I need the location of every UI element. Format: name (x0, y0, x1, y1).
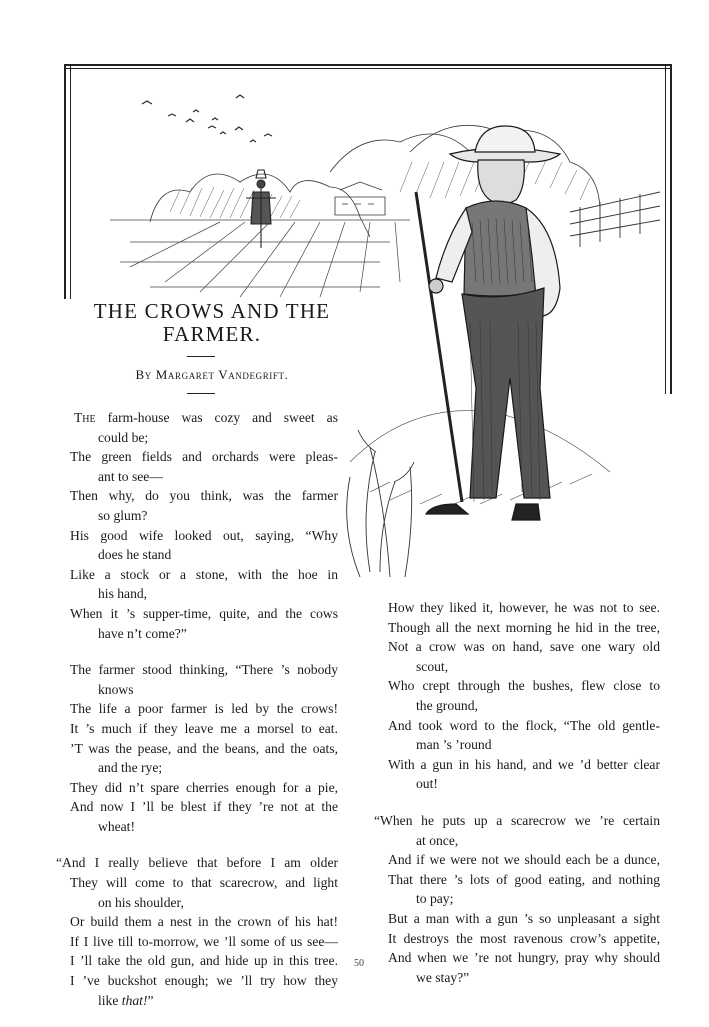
crow-icon (142, 95, 272, 142)
title-rule (187, 356, 215, 357)
poem-line: With a gun in his hand, and we ’d better clear (388, 756, 660, 772)
stanza-2 (70, 660, 338, 836)
poem-line: man ’s ’round (416, 737, 492, 753)
poem-line: ant to see— (98, 468, 163, 484)
poem-line: Then why, do you think, was the farmer (70, 488, 338, 504)
poem-line: the ground, (416, 697, 478, 713)
illustration-frame-right (665, 64, 672, 394)
poem-line: at once, (416, 832, 459, 848)
scarecrow-icon (246, 170, 276, 248)
byline-author: Margaret Vandegrift. (155, 367, 289, 382)
poem-line: I ’ll take the old gun, and hide up in this tree. (70, 953, 338, 969)
poem-line: And took word to the flock, “The old gentle- (388, 717, 660, 733)
title-line-1: THE CROWS AND THE (93, 299, 331, 323)
poem-line: His good wife looked out, saying, “Why (70, 527, 338, 543)
poem-line: out! (416, 776, 438, 792)
stanza-4 (388, 598, 660, 794)
stanza-3 (56, 853, 338, 1010)
poem-line: so glum? (98, 507, 148, 523)
page-number: 50 (354, 958, 364, 969)
poem-line: scout, (416, 658, 449, 674)
poem-line: And when we ’re not hungry, pray why should (388, 950, 660, 966)
poem-line: They will come to that scarecrow, and light (70, 875, 338, 891)
poem-line: I ’ve buckshot enough; we ’ll try how they (70, 973, 338, 989)
poem-line: have n’t come?” (98, 625, 187, 641)
poem-line: The life a poor farmer is led by the crows! (70, 701, 338, 717)
poem-line: does he stand (98, 547, 172, 563)
poem-line: Though all the next morning he hid in the tree, (388, 619, 660, 635)
poem-line: And if we were not we should each be a dunce, (388, 852, 660, 868)
poem-line: “And I really believe that before I am older (56, 855, 338, 871)
poem-line: That there ’s lots of good eating, and nothing (388, 871, 660, 887)
poem-line: Or build them a nest in the crown of his hat! (70, 914, 338, 930)
poem-line: If I live till to-morrow, we ’ll some of us see— (70, 933, 338, 949)
poem-line: How they liked it, however, he was not to see. (388, 600, 660, 615)
poem-line: They did n’t spare cherries enough for a pie, (70, 779, 338, 795)
poem-line: ’T was the pease, and the beans, and the oats, (70, 740, 338, 756)
poem-line: on his shoulder, (98, 894, 184, 910)
poem-line: Like a stock or a stone, with the hoe in (70, 566, 338, 582)
byline (70, 367, 354, 383)
poem-line: “When he puts up a scarecrow we ’re certain (374, 812, 660, 828)
poem-line: And now I ’ll be blest if they ’re not at the (70, 799, 338, 815)
stanza-5 (374, 811, 660, 987)
poem-line: The green fields and orchards were pleas- (70, 449, 338, 465)
poem-line: It destroys the most ravenous crow’s appetite, (388, 930, 660, 946)
poem-line: The farm-house was cozy and sweet as (74, 410, 338, 425)
poem-line: But a man with a gun ’s so unpleasant a sight (388, 910, 660, 926)
poem-line: and the rye; (98, 760, 163, 776)
poem-title (70, 300, 354, 346)
poem-line: his hand, (98, 586, 148, 602)
farmer-figure (426, 126, 560, 520)
byline-prefix: By (135, 367, 152, 382)
poem-line: The farmer stood thinking, “There ’s nobody (70, 662, 338, 678)
poem-column-right (374, 598, 660, 1004)
poem-line: to pay; (416, 891, 454, 907)
poem-line: knows (98, 681, 134, 697)
poem-line: could be; (98, 429, 149, 445)
title-line-2: FARMER. (162, 322, 262, 346)
poem-line: Who crept through the bushes, flew close to (388, 678, 660, 694)
poem-line: like that!” (98, 992, 154, 1008)
byline-rule (187, 393, 215, 394)
poem-line: wheat! (98, 818, 135, 834)
poem-line: we stay?” (416, 969, 470, 985)
poem-line: Not a crow was on hand, save one wary old (388, 639, 660, 655)
stanza-1 (70, 408, 338, 643)
poem-line: When it ’s supper-time, quite, and the cows (70, 605, 338, 621)
poem-column-left (56, 408, 338, 1027)
poem-line: It ’s much if they leave me a morsel to eat. (70, 720, 338, 736)
